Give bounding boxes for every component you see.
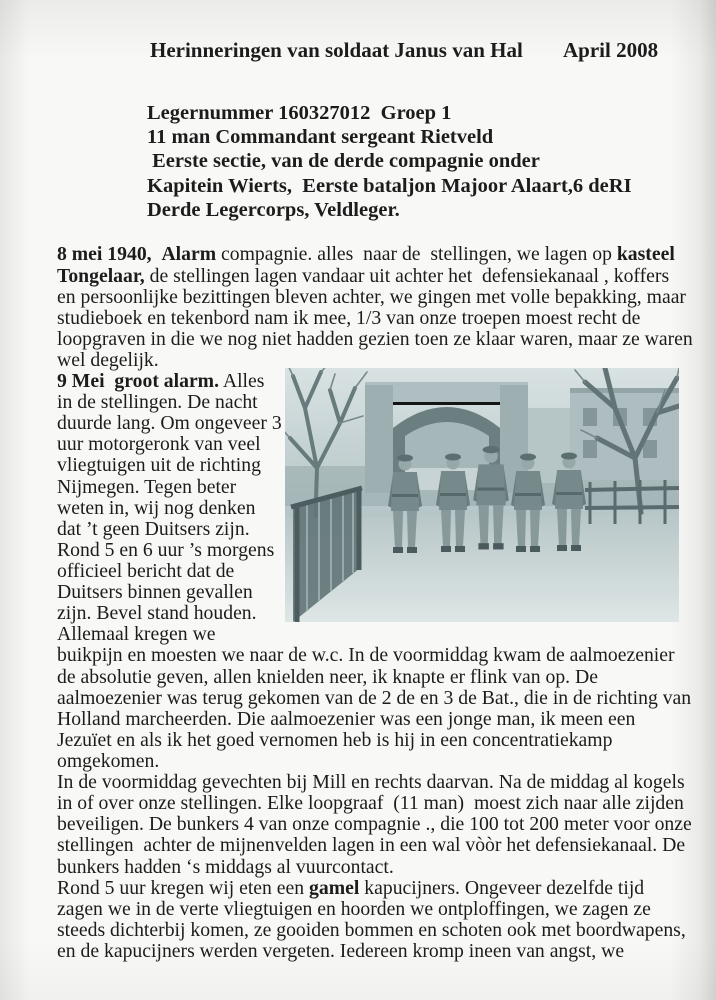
text-run: en persoonlijke bezittingen bleven achter, we gingen met volle bepakking, maar: [57, 285, 686, 308]
body-line: [57, 688, 693, 709]
text-run: de stellingen lagen vandaar uit achter het defensiekanaal , koffers: [144, 264, 670, 287]
soldiers-photo: [285, 368, 679, 622]
text-run: omgekomen.: [57, 750, 160, 773]
text-run: buikpijn en moesten we naar de w.c. In de voormiddag kwam de aalmoezenier: [57, 644, 675, 667]
text-run: In de voormiddag gevechten bij Mill en rechts daarvan. Na de middag al kogels: [57, 771, 685, 794]
info-line: Eerste sectie, van de derde compagnie onder: [147, 150, 540, 173]
body-line: [57, 645, 693, 666]
document-title: Herinneringen van soldaat Janus van Hal: [150, 38, 523, 62]
text-run: beveiligen. De bunkers 4 van onze compagnie ., die 100 tot 200 meter voor onze: [57, 813, 692, 836]
text-run: [152, 243, 162, 265]
text-run: uur motorgeronk van veel: [57, 433, 261, 456]
soldier-info-block: [147, 101, 632, 222]
text-run: en de kapucijners werden vergeten. Iedereen kromp ineen van angst, we: [57, 940, 625, 962]
body-line: [57, 920, 693, 941]
text-run: de absolutie geven, allen knielden neer, ik knapte er flink van op. De: [57, 665, 598, 688]
body-line: [57, 793, 693, 814]
text-run: Duitsers binnen gevallen: [57, 581, 253, 604]
photo-fade-overlay: [285, 368, 679, 622]
text-run: Nijmegen. Tegen beter: [57, 475, 237, 498]
text-run: Jezuïet en als ik het goed vernomen heb is hij in een concentratiekamp: [57, 728, 613, 751]
body-line: [57, 308, 693, 329]
text-run: steeds dichterbij komen, ze gooiden bommen en schoten ook met boordwapens,: [57, 918, 686, 941]
bold-text: 8 mei 1940,: [57, 243, 152, 266]
text-run: aalmoezenier was terug gekomen van de 2 de en 3 de Bat., die in de richting van: [57, 686, 692, 709]
text-run: Holland marcheerden. Die aalmoezenier was een jonge man, ik meen een: [57, 707, 636, 730]
text-run: kapucijners. Ongeveer dezelfde tijd: [359, 876, 645, 899]
body-line: [57, 814, 693, 835]
text-run: Alles: [219, 370, 265, 393]
bold-text: kasteel: [616, 243, 675, 266]
body-line: [57, 624, 693, 645]
text-run: compagnie. alles naar de stellingen, we lagen op: [216, 243, 617, 266]
text-run: studieboek en tekenbord nam ik mee, 1/3 van onze troepen moest recht de: [57, 306, 641, 329]
info-line: Legernummer 160327012 Groep 1: [147, 102, 452, 124]
body-line: [57, 772, 693, 793]
bold-text: 9 Mei groot alarm.: [57, 370, 220, 393]
text-run: bunkers hadden ‘s middags al vuurcontact.: [57, 855, 394, 878]
info-line: 11 man Commandant sergeant Rietveld: [147, 126, 494, 149]
body-line: [57, 899, 693, 920]
text-run: dat ’t geen Duitsers zijn.: [57, 517, 250, 540]
body-line: [57, 730, 693, 751]
text-run: zijn. Bevel stand houden.: [57, 602, 257, 625]
text-run: stellingen achter de mijnenvelden lagen in een wal vòòr het defensiekanaal. De: [57, 834, 686, 857]
text-run: in of over onze stellingen. Elke loopgraaf (11 man) moest zich naar alle zijden: [57, 792, 684, 815]
text-run: duurde lang. Om ongeveer 3: [57, 412, 282, 435]
body-line: [57, 941, 693, 962]
text-run: wel degelijk.: [57, 348, 159, 371]
bold-text: Tongelaar,: [57, 264, 145, 287]
body-line: [57, 667, 693, 688]
body-line: [57, 878, 693, 899]
text-run: weten in, wij nog denken: [57, 496, 256, 519]
body-line: [57, 266, 693, 287]
body-line: [57, 287, 693, 308]
text-run: zagen we in de verte vliegtuigen en hoorden we ontploffingen, we zagen ze: [57, 897, 651, 920]
text-run: Rond 5 uur kregen wij eten een: [57, 876, 310, 899]
info-line: Kapitein Wierts, Eerste bataljon Majoor Alaart,6 deRI: [147, 174, 632, 197]
body-line: [57, 751, 693, 772]
text-run: vliegtuigen uit de richting: [57, 454, 261, 477]
bold-text: Alarm: [161, 243, 217, 266]
text-run: officieel bericht dat de: [57, 560, 235, 583]
info-line: Derde Legercorps, Veldleger.: [147, 198, 400, 221]
text-run: loopgraven in die we nog niet hadden gezien toen ze klaar waren, maar ze waren: [57, 327, 693, 350]
body-line: [57, 835, 693, 856]
soldiers-photo-image: [285, 368, 679, 622]
text-run: Allemaal kregen we: [57, 623, 216, 646]
bold-text: gamel: [309, 876, 360, 899]
body-line: [57, 329, 693, 350]
text-run: in de stellingen. De nacht: [57, 391, 258, 414]
body-line: [57, 857, 693, 878]
body-line: [57, 244, 693, 265]
text-run: Rond 5 en 6 uur ’s morgens: [57, 538, 275, 561]
body-line: [57, 709, 693, 730]
document-date: April 2008: [563, 38, 659, 62]
